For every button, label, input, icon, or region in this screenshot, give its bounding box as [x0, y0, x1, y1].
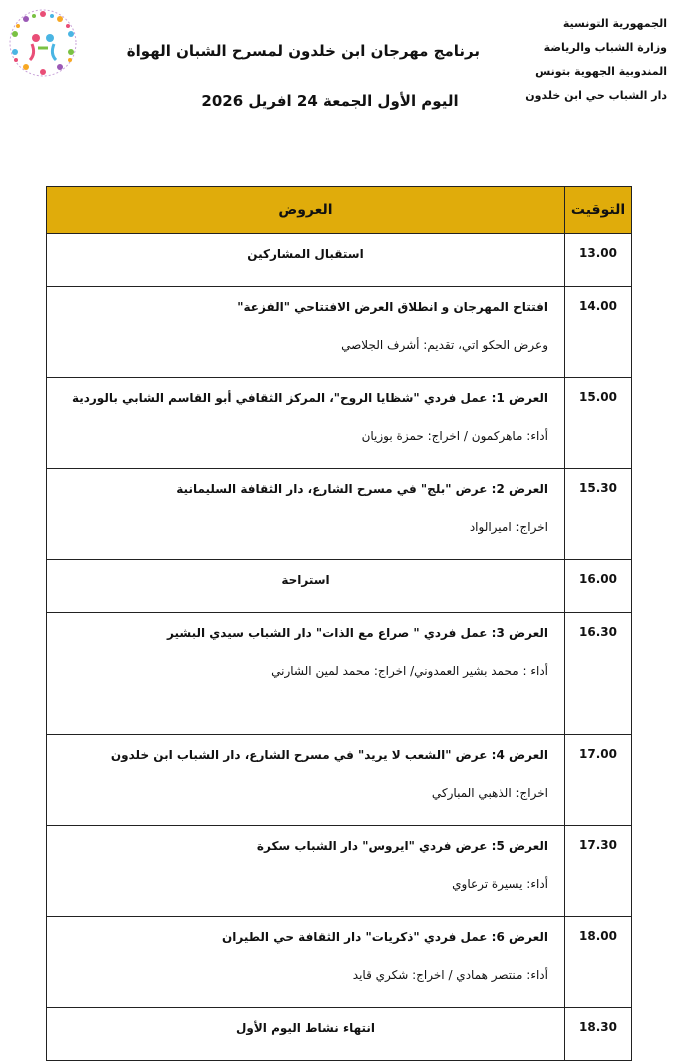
table-header-row: [47, 187, 632, 234]
table-row: [47, 613, 632, 735]
shows-column-header: العروض: [47, 187, 565, 234]
festival-logo: [8, 8, 78, 78]
schedule-table: [46, 186, 632, 1061]
time-cell: 13.00: [565, 234, 632, 287]
show-cell: [47, 826, 565, 917]
table-row: [47, 826, 632, 917]
page-subtitle: اليوم الأول الجمعة 24 افريل 2026: [201, 92, 459, 110]
show-cell: [47, 469, 565, 560]
show-line: العرض 1: عمل فردي "شظايا الروح"، المركز الثقافي أبو القاسم الشابي بالوردية: [71, 391, 548, 405]
time-cell: 14.00: [565, 287, 632, 378]
show-cell: [47, 560, 565, 613]
table-row: [47, 234, 632, 287]
time-column-header: التوقيت: [565, 187, 632, 234]
show-cell: [47, 1008, 565, 1061]
show-detail-line: اخراج: اميرالواد: [469, 520, 548, 534]
ministry-line: المندوبية الجهوية بتونس: [535, 65, 667, 78]
ministry-line: دار الشباب حي ابن خلدون: [525, 89, 667, 102]
time-cell: 15.00: [565, 378, 632, 469]
show-line: انتهاء نشاط اليوم الأول: [235, 1021, 376, 1035]
ministry-line: الجمهورية التونسية: [562, 17, 667, 30]
show-line: استقبال المشاركين: [247, 247, 364, 261]
ministry-header: [477, 12, 667, 108]
show-cell: [47, 378, 565, 469]
show-line: العرض 2: عرض "بلج" في مسرح الشارع، دار الثقافة السليمانية: [176, 482, 548, 496]
show-cell: [47, 735, 565, 826]
table-row: [47, 1008, 632, 1061]
show-detail-line: أداء : محمد بشير العمدوني/ اخراج: محمد لمين الشارني: [271, 664, 548, 678]
table-row: [47, 287, 632, 378]
time-cell: 18.00: [565, 917, 632, 1008]
dancing-figures-icon: [30, 34, 56, 60]
confetti-ring: [12, 11, 74, 75]
show-line: العرض 3: عمل فردي " صراع مع الذات" دار الشباب سيدي البشير: [167, 626, 548, 640]
show-line: افتتاح المهرجان و انطلاق العرض الافتتاحي "الفزعة": [237, 300, 548, 314]
time-cell: 18.30: [565, 1008, 632, 1061]
show-detail-line: أداء: منتصر همادي / اخراج: شكري قايد: [352, 968, 548, 982]
show-detail-line: أداء: ماهركمون / اخراج: حمزة بوزيان: [361, 429, 548, 443]
show-detail-line: وعرض الحكو اتي، تقديم: أشرف الجلاصي: [341, 338, 548, 352]
time-cell: 16.30: [565, 613, 632, 735]
show-line: العرض 6: عمل فردي "ذكريات" دار الثقافة حي الطيران: [222, 930, 548, 944]
time-cell: 17.30: [565, 826, 632, 917]
table-row: [47, 378, 632, 469]
show-cell: [47, 917, 565, 1008]
show-line: العرض 4: عرض "الشعب لا يريد" في مسرح الشارع، دار الشباب ابن خلدون: [110, 748, 548, 762]
show-cell: [47, 287, 565, 378]
time-cell: 17.00: [565, 735, 632, 826]
table-row: [47, 917, 632, 1008]
ministry-line: وزارة الشباب والرياضة: [543, 41, 667, 54]
page-title: برنامج مهرجان ابن خلدون لمسرح الشبان الهواة: [126, 42, 480, 60]
show-detail-line: اخراج: الذهبي المباركي: [431, 786, 548, 800]
table-row: [47, 469, 632, 560]
show-cell: [47, 613, 565, 735]
time-cell: 15.30: [565, 469, 632, 560]
show-cell: [47, 234, 565, 287]
table-row: [47, 560, 632, 613]
table-row: [47, 735, 632, 826]
show-line: العرض 5: عرض فردي "ايروس" دار الشباب سكرة: [256, 839, 548, 853]
time-cell: 16.00: [565, 560, 632, 613]
show-detail-line: أداء: يسيرة ترعاوي: [452, 877, 548, 891]
show-line: استراحة: [281, 573, 330, 587]
